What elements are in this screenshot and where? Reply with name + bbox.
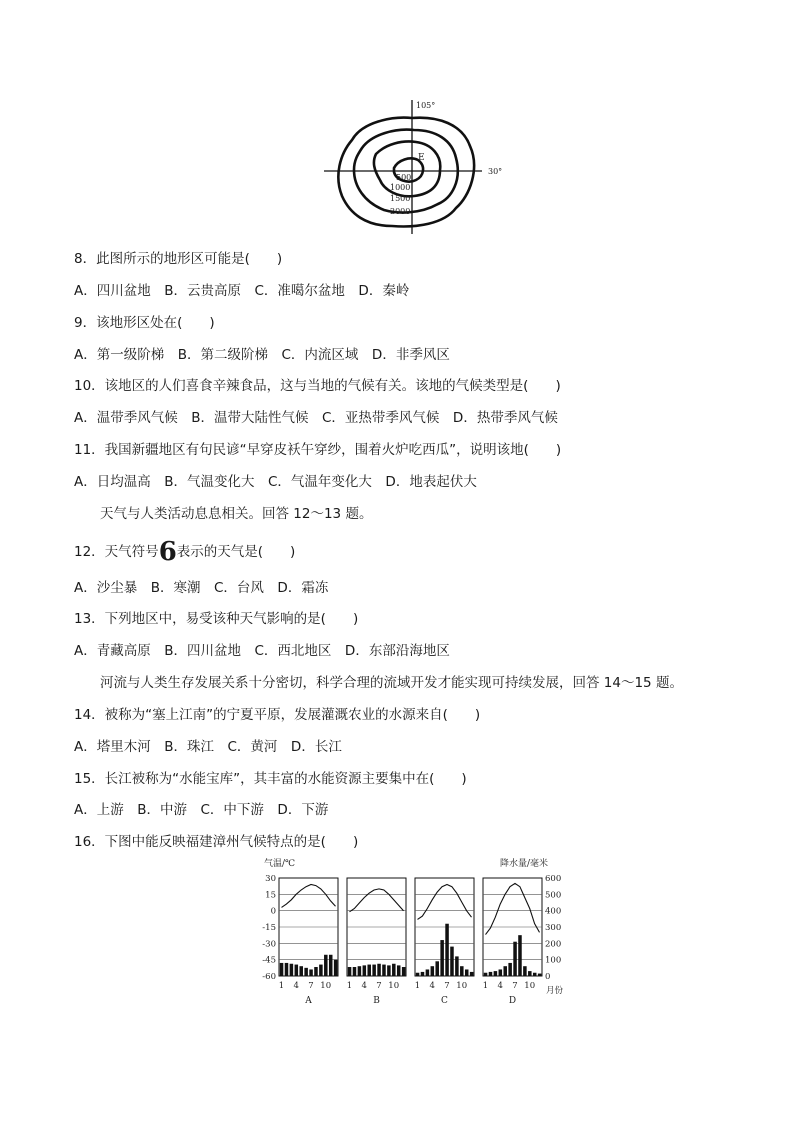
- question-14-options: A．塔里木河 B．珠江 C．黄河 D．长江: [74, 739, 342, 755]
- month-tick-label: 1: [414, 981, 421, 991]
- precipitation-bar: [421, 972, 425, 976]
- precipitation-bar: [489, 972, 493, 976]
- precipitation-bar: [518, 935, 522, 976]
- right-tick-label: 400: [545, 906, 562, 917]
- left-tick-label: -45: [262, 955, 276, 966]
- right-axis-title: 降水量/毫米: [500, 859, 549, 869]
- month-tick-label: 1: [278, 981, 285, 991]
- precipitation-bar: [416, 973, 420, 976]
- contour-label-500: 500: [396, 173, 412, 182]
- point-e-label: E: [418, 153, 425, 163]
- intro-weather: 天气与人类活动息息相关。回答 12～13 题。: [100, 506, 373, 522]
- question-8-stem: 8．此图所示的地形区可能是( ): [74, 251, 283, 267]
- left-tick-label: 0: [270, 906, 276, 917]
- question-13-stem: 13．下列地区中，易受该种天气影响的是( ): [74, 611, 359, 627]
- precipitation-bar: [484, 973, 488, 976]
- question-15-options: A．上游 B．中游 C．中下游 D．下游: [74, 802, 329, 818]
- precipitation-bar: [280, 963, 284, 976]
- precipitation-bar: [367, 965, 371, 976]
- panel-label: C: [441, 996, 448, 1006]
- precipitation-bar: [450, 947, 454, 976]
- month-tick-label: 10: [524, 981, 536, 991]
- precipitation-bar: [440, 940, 444, 976]
- precipitation-bar: [372, 965, 376, 976]
- weather-symbol-icon: 6: [158, 537, 177, 567]
- contour-label-1000: 1000: [390, 183, 411, 192]
- question-12-options: A．沙尘暴 B．寒潮 C．台风 D．霜冻: [74, 580, 329, 596]
- contour-map: [320, 96, 520, 236]
- left-axis-title: 气温/℃: [264, 859, 296, 869]
- left-tick-label: -30: [262, 939, 276, 950]
- left-tick-label: -60: [262, 972, 276, 982]
- question-9-options: A．第一级阶梯 B．第二级阶梯 C．内流区域 D．非季风区: [74, 347, 450, 363]
- month-tick-label: 4: [361, 981, 367, 991]
- lon-label: 105°: [416, 101, 436, 110]
- precipitation-bar: [426, 969, 430, 976]
- month-axis-title: 月份: [546, 986, 564, 996]
- precipitation-bar: [358, 966, 362, 976]
- precipitation-bar: [503, 966, 507, 976]
- question-16-stem: 16．下图中能反映福建漳州气候特点的是( ): [74, 834, 359, 850]
- month-tick-label: 10: [320, 981, 332, 991]
- question-9-stem: 9．该地形区处在( ): [74, 315, 215, 331]
- precipitation-bar: [431, 966, 435, 976]
- precipitation-bar: [435, 961, 439, 976]
- precipitation-bar: [314, 967, 318, 976]
- temperature-line: [282, 885, 336, 908]
- question-8-options: A．四川盆地 B．云贵高原 C．准噶尔盆地 D．秦岭: [74, 283, 410, 299]
- right-tick-label: 300: [545, 923, 562, 933]
- panel-label: B: [373, 996, 380, 1006]
- question-15-stem: 15．长江被称为“水能宝库”，其丰富的水能资源主要集中在( ): [74, 771, 467, 787]
- precipitation-bar: [460, 966, 464, 976]
- month-tick-label: 4: [429, 981, 435, 991]
- month-tick-label: 7: [512, 981, 518, 991]
- month-tick-label: 7: [376, 981, 382, 991]
- precipitation-bar: [523, 966, 527, 976]
- precipitation-bar: [397, 965, 401, 976]
- precipitation-bar: [353, 967, 357, 976]
- precipitation-bar: [290, 964, 294, 976]
- question-12-before: 12．天气符号: [74, 544, 159, 560]
- precipitation-bar: [528, 971, 532, 976]
- right-tick-label: 100: [545, 955, 562, 966]
- question-14-stem: 14．被称为“塞上江南”的宁夏平原，发展灌溉农业的水源来自( ): [74, 707, 481, 723]
- precipitation-bar: [533, 973, 537, 976]
- right-tick-label: 500: [545, 890, 562, 901]
- precipitation-bar: [382, 965, 386, 976]
- question-12-stem: [74, 537, 296, 567]
- question-11-stem: 11．我国新疆地区有句民谚“早穿皮袄午穿纱，围着火炉吃西瓜”，说明该地( ): [74, 442, 562, 458]
- precipitation-bar: [513, 942, 517, 976]
- climate-charts: [258, 856, 568, 1012]
- right-tick-label: 0: [545, 972, 551, 982]
- precipitation-bar: [285, 963, 289, 976]
- right-tick-label: 200: [545, 939, 562, 950]
- left-tick-label: 15: [265, 890, 276, 901]
- right-tick-label: 600: [545, 874, 562, 884]
- panel-label: D: [508, 996, 517, 1006]
- question-13-options: A．青藏高原 B．四川盆地 C．西北地区 D．东部沿海地区: [74, 643, 450, 659]
- month-tick-label: 10: [456, 981, 468, 991]
- precipitation-bar: [538, 974, 542, 976]
- precipitation-bar: [299, 966, 303, 976]
- precipitation-bar: [499, 969, 503, 976]
- lat-label: 30°: [488, 167, 503, 176]
- temperature-line: [350, 889, 404, 912]
- question-10-stem: 10．该地区的人们喜食辛辣食品，这与当地的气候有关。该地的气候类型是( ): [74, 378, 561, 394]
- contour-label-1500: 1500: [390, 194, 411, 203]
- precipitation-bar: [465, 969, 469, 976]
- month-tick-label: 4: [497, 981, 503, 991]
- precipitation-bar: [319, 965, 323, 976]
- question-10-options: A．温带季风气候 B．温带大陆性气候 C．亚热带季风气候 D．热带季风气候: [74, 410, 558, 426]
- panel-label: A: [305, 996, 312, 1006]
- precipitation-bar: [329, 955, 333, 976]
- precipitation-bar: [455, 956, 459, 976]
- precipitation-bar: [377, 964, 381, 976]
- contour-label-2000: 2000: [390, 207, 411, 216]
- precipitation-bar: [387, 965, 391, 976]
- question-11-options: A．日均温高 B．气温变化大 C．气温年变化大 D．地表起伏大: [74, 474, 477, 490]
- intro-rivers: 河流与人类生存发展关系十分密切，科学合理的流域开发才能实现可持续发展，回答 14～15 题。: [100, 675, 683, 691]
- precipitation-bar: [470, 972, 474, 976]
- precipitation-bar: [348, 967, 352, 976]
- precipitation-bar: [508, 963, 512, 976]
- question-12-after: 表示的天气是( ): [176, 544, 296, 560]
- precipitation-bar: [304, 968, 308, 976]
- month-tick-label: 10: [388, 981, 400, 991]
- month-tick-label: 7: [308, 981, 314, 991]
- precipitation-bar: [334, 960, 338, 976]
- precipitation-bar: [309, 969, 313, 976]
- month-tick-label: 1: [346, 981, 353, 991]
- month-tick-label: 1: [482, 981, 489, 991]
- left-tick-label: -15: [262, 923, 276, 933]
- precipitation-bar: [392, 964, 396, 976]
- month-tick-label: 4: [293, 981, 299, 991]
- temperature-line: [418, 885, 472, 920]
- precipitation-bar: [445, 924, 449, 976]
- precipitation-bar: [295, 965, 299, 976]
- precipitation-bar: [494, 971, 498, 976]
- precipitation-bar: [402, 967, 406, 976]
- precipitation-bar: [363, 965, 367, 976]
- month-tick-label: 7: [444, 981, 450, 991]
- precipitation-bar: [324, 955, 328, 976]
- left-tick-label: 30: [265, 874, 276, 884]
